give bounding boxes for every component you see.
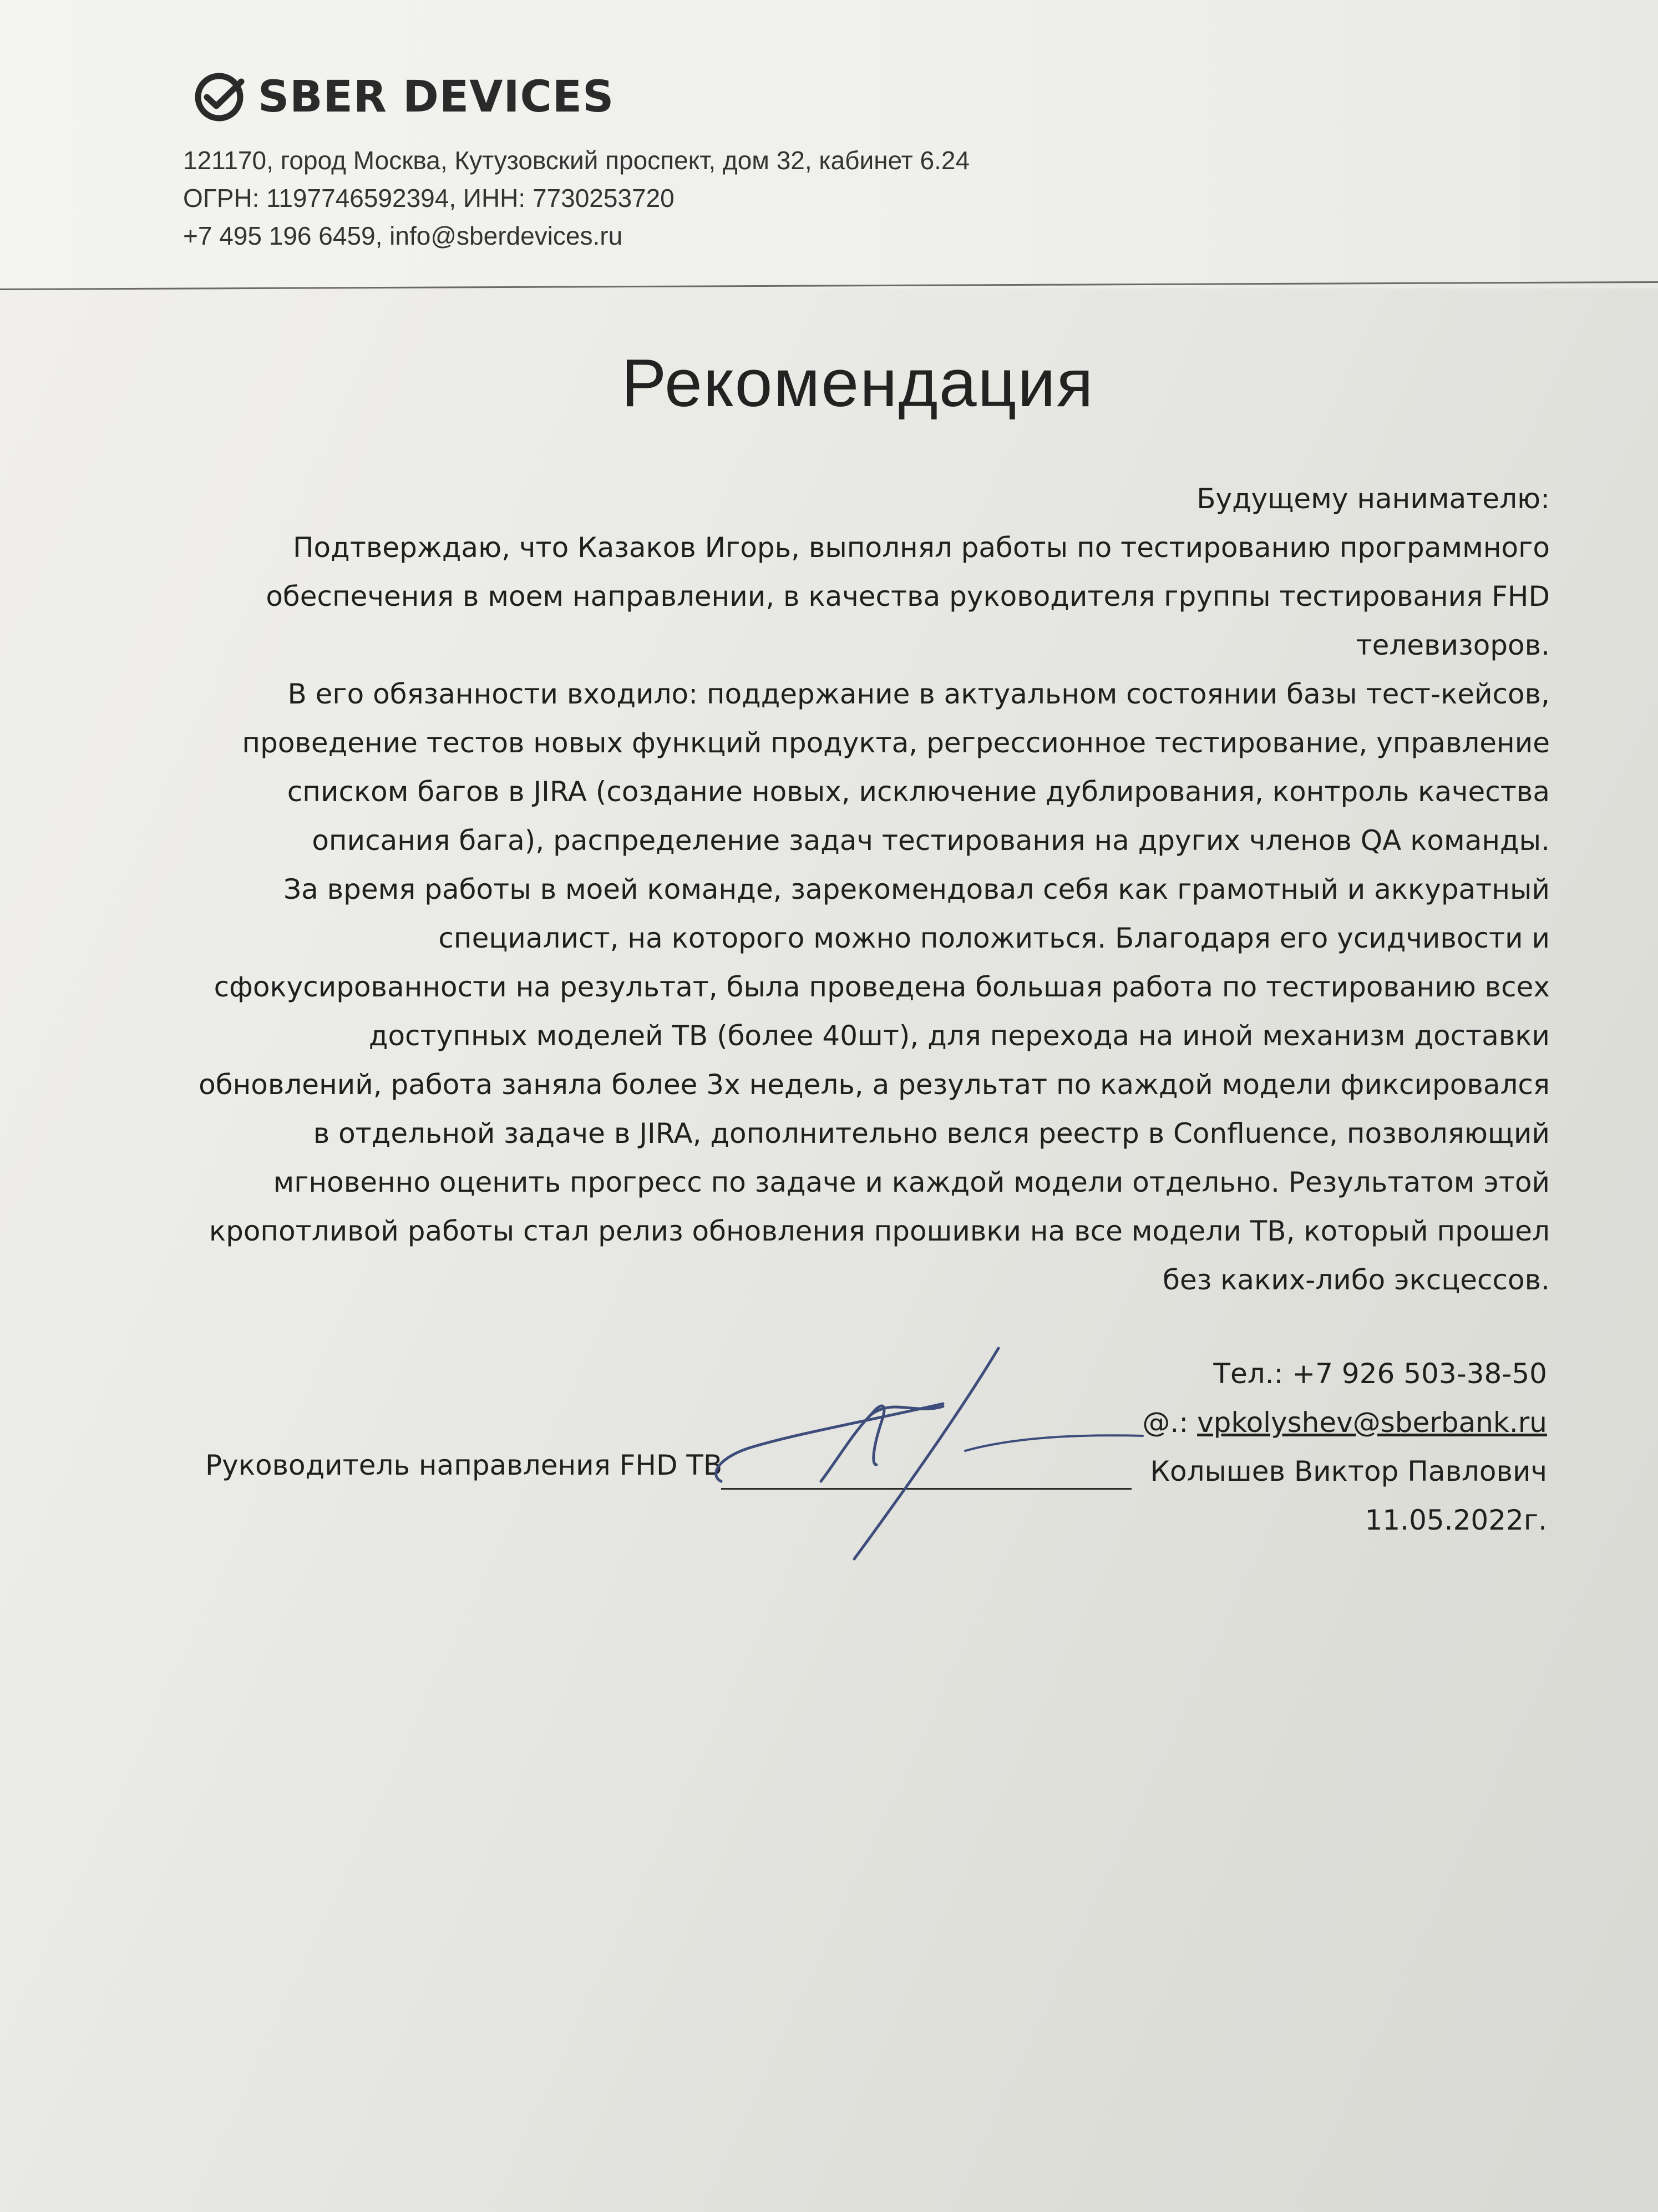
letter-date: 11.05.2022г. [1365,1504,1547,1536]
signatory-email-link[interactable]: vpkolyshev@sberbank.ru [1197,1406,1547,1439]
body-line: специалист, на которого можно положиться. Благодаря его усидчивости и [438,922,1550,954]
letter-body [97,474,1550,1304]
body-line: доступных моделей ТВ (более 40шт), для перехода на иной механизм доставки [368,1020,1550,1052]
body-line: Подтверждаю, что Казаков Игорь, выполнял работы по тестированию программного [292,532,1550,564]
signatory-contacts [1142,1349,1547,1545]
signatory-email-row [1142,1398,1547,1447]
company-registration: ОГРН: 1197746592394, ИНН: 7730253720 [183,184,675,212]
body-line: обновлений, работа заняла более 3х недель, а результат по каждой модели фиксировался [199,1069,1550,1101]
body-line: За время работы в моей команде, зарекомендовал себя как грамотный и аккуратный [283,873,1550,905]
letterhead [0,0,1658,288]
body-line: списком багов в JIRA (создание новых, исключение дублирования, контроль качества [287,776,1550,808]
email-prefix: @.: [1142,1406,1198,1439]
company-phone-email: +7 495 196 6459, info@sberdevices.ru [183,221,623,250]
body-line: В его обязанности входило: поддержание в актуальном состоянии базы тест-кейсов, [287,678,1550,710]
body-line: мгновенно оценить прогресс по задаче и каждой модели отдельно. Результатом этой [273,1166,1550,1198]
body-line: в отдельной задаче в JIRA, дополнительно велся реестр в Confluence, позволяющий [313,1117,1550,1150]
handwritten-signature [704,1337,1159,1570]
body-line: сфокусированности на результат, была проведена большая работа по тестированию всех [214,971,1550,1003]
body-line: кропотливой работы стал релиз обновления прошивки на все модели ТВ, который прошел [209,1215,1550,1247]
body-line: обеспечения в моем направлении, в качества руководителя группы тестирования FHD [266,580,1550,613]
document-title: Рекомендация [621,345,1094,421]
logo-text: SBER DEVICES [258,72,615,122]
body-line: без каких-либо эксцессов. [1163,1264,1550,1296]
company-address: 121170, город Москва, Кутузовский проспект, дом 32, кабинет 6.24 [183,146,970,175]
body-line: телевизоров. [1356,629,1550,661]
sber-check-icon [191,69,247,125]
signatory-position: Руководитель направления FHD ТВ [205,1449,723,1481]
body-line: описания бага), распределение задач тестирования на других членов QA команды. [312,824,1550,857]
body-line: Будущему нанимателю: [1196,483,1550,515]
signatory-name: Колышев Виктор Павлович [1150,1455,1547,1487]
company-logo [191,69,614,125]
body-line: проведение тестов новых функций продукта, регрессионное тестирование, управление [242,727,1550,759]
signatory-phone: Тел.: +7 926 503-38-50 [1213,1358,1547,1390]
company-contacts [183,141,970,255]
